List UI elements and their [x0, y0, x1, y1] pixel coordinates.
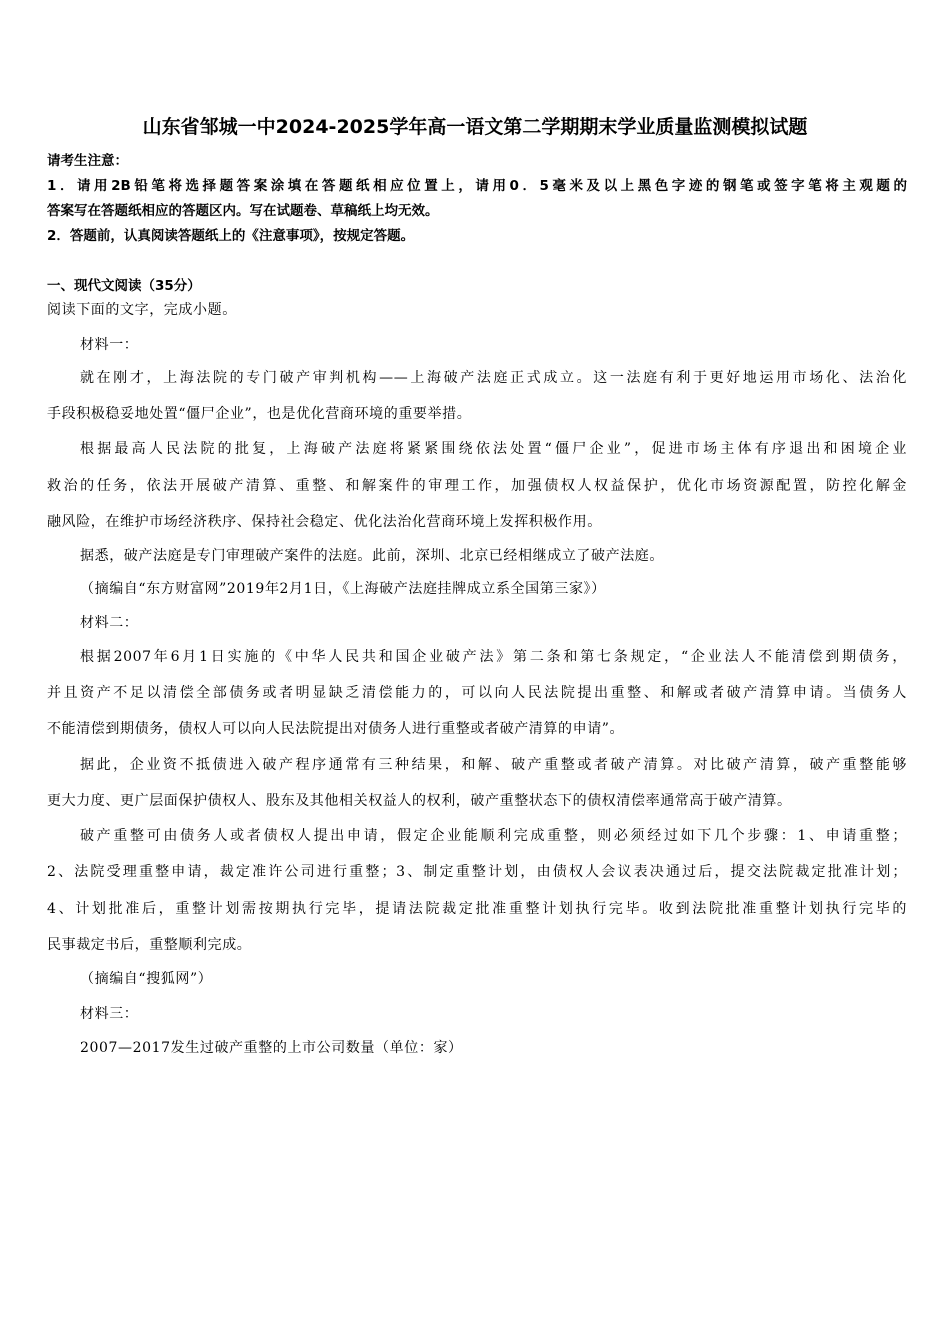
material-2-paragraph-1-line-1: 根据2007年6月1日实施的《中华人民共和国企业破产法》第二条和第七条规定，“企业法人不能清偿到期债务， — [80, 649, 907, 665]
material-3-label: 材料三： — [80, 1006, 139, 1022]
material-2-paragraph-3-line-2: 2、法院受理重整申请，裁定准许公司进行重整；3、制定重整计划，由债权人会议表决通过后，提交法院裁定批准计划； — [47, 864, 907, 880]
material-2-paragraph-3-line-1: 破产重整可由债务人或者债权人提出申请，假定企业能顺利完成重整，则必须经过如下几个步骤：1、申请重整； — [80, 828, 907, 844]
notice-item-2: 2．答题前，认真阅读答题纸上的《注意事项》，按规定答题。 — [47, 228, 415, 244]
material-2-paragraph-3-line-3: 4、计划批准后，重整计划需按期执行完毕，提请法院裁定批准重整计划执行完毕。收到法院批准重整计划执行完毕的 — [47, 901, 907, 917]
material-1-label: 材料一： — [80, 337, 139, 353]
material-2-paragraph-2-line-2: 更大力度、更广层面保护债权人、股东及其他相关权益人的权利，破产重整状态下的债权清偿率通常高于破产清算。 — [47, 793, 792, 809]
material-2-paragraph-1-line-2: 并且资产不足以清偿全部债务或者明显缺乏清偿能力的，可以向人民法院提出重整、和解或者破产清算申请。当债务人 — [47, 685, 907, 701]
exam-title: 山东省邹城一中2024-2025学年高一语文第二学期期末学业质量监测模拟试题 — [142, 116, 808, 138]
material-1-source: （摘编自“东方财富网”2019年2月1日，《上海破产法庭挂牌成立系全国第三家》） — [80, 581, 606, 597]
notice-heading: 请考生注意： — [47, 153, 128, 169]
material-1-paragraph-2-line-2: 救治的任务，依法开展破产清算、重整、和解案件的审理工作，加强债权人权益保护，优化市场资源配置，防控化解金 — [47, 478, 907, 494]
material-2-label: 材料二： — [80, 615, 139, 631]
material-2-paragraph-2-line-1: 据此，企业资不抵债进入破产程序通常有三种结果，和解、破产重整或者破产清算。对比破产清算，破产重整能够 — [80, 757, 907, 773]
material-1-paragraph-2-line-1: 根据最高人民法院的批复，上海破产法庭将紧紧围绕依法处置“僵尸企业”，促进市场主体有序退出和困境企业 — [80, 441, 907, 457]
section-instruction: 阅读下面的文字，完成小题。 — [47, 302, 237, 318]
section-heading: 一、现代文阅读（35分） — [47, 278, 201, 294]
notice-item-1-line-1: 1．请用2B铅笔将选择题答案涂填在答题纸相应位置上，请用0．5毫米及以上黑色字迹的钢笔或签字笔将主观题的 — [47, 178, 907, 194]
material-1-paragraph-1-line-1: 就在刚才，上海法院的专门破产审判机构——上海破产法庭正式成立。这一法庭有利于更好地运用市场化、法治化 — [80, 370, 907, 386]
material-2-paragraph-3-line-4: 民事裁定书后，重整顺利完成。 — [47, 937, 252, 953]
material-1-paragraph-2-line-3: 融风险，在维护市场经济秩序、保持社会稳定、优化法治化营商环境上发挥积极作用。 — [47, 514, 602, 530]
material-2-source: （摘编自“搜狐网”） — [80, 971, 213, 987]
notice-item-1-line-2: 答案写在答题纸相应的答题区内。写在试题卷、草稿纸上均无效。 — [47, 203, 439, 219]
material-1-paragraph-3: 据悉，破产法庭是专门审理破产案件的法庭。此前，深圳、北京已经相继成立了破产法庭。 — [80, 548, 664, 564]
material-1-paragraph-1-line-2: 手段积极稳妥地处置“僵尸企业”，也是优化营商环境的重要举措。 — [47, 406, 472, 422]
material-2-paragraph-1-line-3: 不能清偿到期债务，债权人可以向人民法院提出对债务人进行重整或者破产清算的申请”。 — [47, 721, 625, 737]
material-3-caption: 2007—2017发生过破产重整的上市公司数量（单位：家） — [80, 1040, 463, 1056]
